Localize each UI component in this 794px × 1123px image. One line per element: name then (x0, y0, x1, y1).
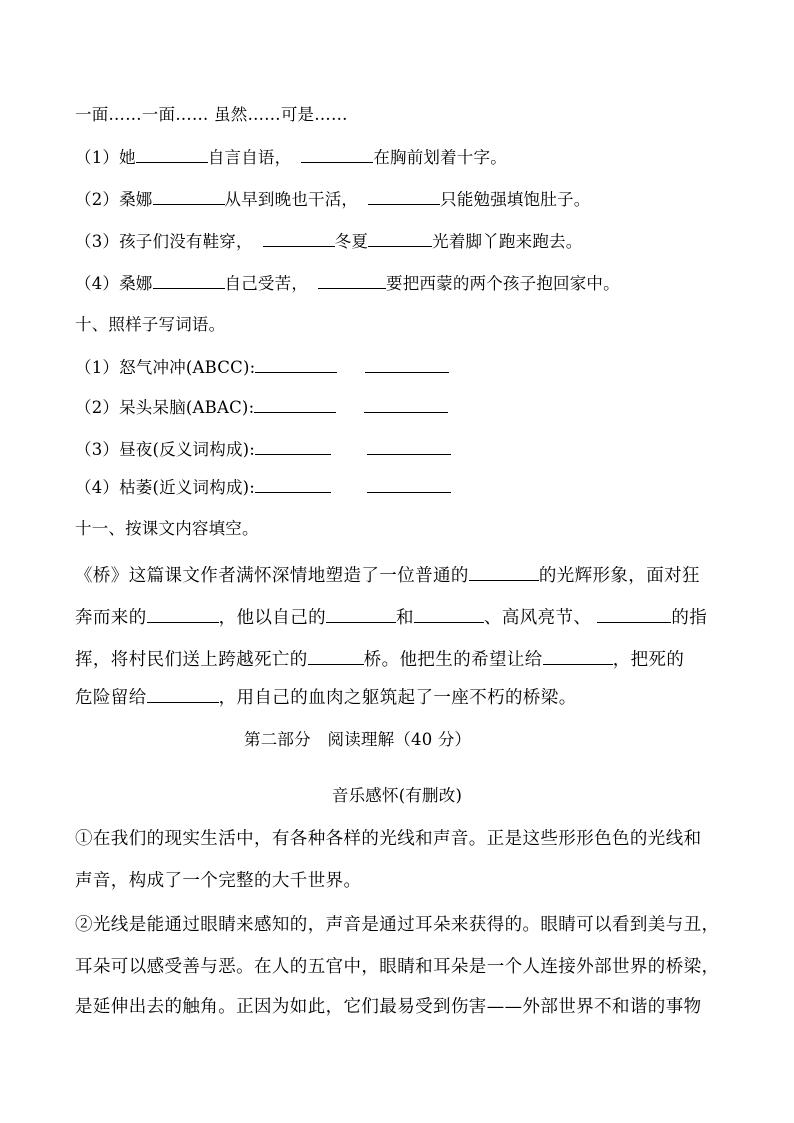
item-number: （1） (75, 358, 120, 377)
passage-text: 《桥》这篇课文作者满怀深情地塑造了一位普通的 (75, 566, 469, 586)
answer-blank[interactable] (153, 272, 225, 289)
answer-blank[interactable] (318, 272, 386, 289)
q11-line-1 (75, 564, 700, 587)
passage-text: 、高风亮节、 (483, 608, 592, 628)
passage-text: ，用自己的血肉之躯筑起了一座不朽的桥梁。 (218, 688, 577, 708)
answer-blank[interactable] (367, 438, 451, 455)
item-text: 冬夏 (334, 232, 369, 251)
item-text: 她 (119, 148, 136, 167)
answer-blank[interactable] (147, 686, 219, 703)
answer-blank[interactable] (597, 606, 671, 623)
item-number: （4） (75, 274, 120, 293)
item-number: （1） (75, 148, 120, 167)
passage-text: 危险留给 (75, 688, 147, 708)
item-text: 昼夜(反义词构成): (119, 440, 256, 459)
item-number: （2） (75, 398, 120, 417)
q10-item-2 (75, 396, 448, 419)
passage-text: 挥，将村民们送上跨越死亡的 (75, 650, 308, 670)
paragraph-2-line-2: 耳朵可以感受善与恶。在人的五官中，眼睛和耳朵是一个人连接外部世界的桥梁， (75, 957, 720, 977)
item-text: 孩子们没有鞋穿， (119, 232, 253, 251)
q11-line-3 (75, 648, 684, 671)
q9-item-1 (75, 146, 507, 169)
answer-blank[interactable] (368, 230, 432, 247)
passage-text: 的光辉形象，面对狂 (538, 566, 700, 586)
paragraph-1-line-1: ①在我们的现实生活中，有各种各样的光线和声音。正是这些形形色色的光线和 (75, 829, 702, 849)
answer-blank[interactable] (301, 146, 373, 163)
passage-text: 和 (396, 608, 414, 628)
q10-title: 十、照样子写词语。 (75, 315, 226, 334)
answer-blank[interactable] (255, 476, 331, 493)
item-text: 只能勉强填饱肚子。 (440, 190, 591, 209)
answer-blank[interactable] (254, 396, 336, 413)
answer-blank[interactable] (365, 356, 449, 373)
paragraph-1-line-2: 声音，构成了一个完整的大千世界。 (75, 871, 362, 891)
item-number: （3） (75, 232, 120, 251)
q10-item-4 (75, 476, 451, 499)
q9-item-3 (75, 230, 582, 253)
q11-line-4 (75, 686, 577, 709)
item-text: 怒气冲冲(ABCC): (119, 358, 256, 377)
item-number: （3） (75, 440, 120, 459)
answer-blank[interactable] (255, 356, 337, 373)
item-text: 要把西蒙的两个孩子抱回家中。 (386, 274, 620, 293)
q9-item-2 (75, 188, 590, 211)
q11-line-2 (75, 606, 707, 629)
item-text: 呆头呆脑(ABAC): (119, 398, 255, 417)
q9-item-4 (75, 272, 620, 295)
article-title: 音乐感怀(有删改) (331, 786, 463, 805)
passage-text: ，他以自己的 (218, 608, 327, 628)
answer-blank[interactable] (367, 476, 451, 493)
answer-blank[interactable] (543, 648, 613, 665)
answer-blank[interactable] (147, 606, 219, 623)
item-text: 枯萎(近义词构成): (119, 478, 256, 497)
paragraph-2-line-1: ②光线是能通过眼睛来感知的，声音是通过耳朵来获得的。眼睛可以看到美与丑， (75, 915, 720, 935)
item-text: 在胸前划着十字。 (373, 148, 507, 167)
item-text: 光着脚丫跑来跑去。 (432, 232, 583, 251)
passage-text: 桥。他把生的希望让给 (363, 650, 543, 670)
item-text: 桑娜 (119, 274, 153, 293)
passage-text: 的指 (671, 608, 708, 628)
item-text: 自己受苦， (224, 274, 309, 293)
q10-item-1 (75, 356, 449, 379)
answer-blank[interactable] (255, 438, 331, 455)
item-text: 桑娜 (119, 190, 153, 209)
answer-blank[interactable] (364, 396, 448, 413)
passage-text: ，把死的 (612, 650, 685, 670)
q9-options: 一面……一面…… 虽然……可是…… (75, 105, 348, 124)
item-text: 从早到晚也干活， (224, 190, 359, 209)
q10-item-3 (75, 438, 451, 461)
answer-blank[interactable] (153, 188, 225, 205)
part2-heading: 第二部分 阅读理解（40 分） (244, 730, 472, 749)
answer-blank[interactable] (136, 146, 208, 163)
answer-blank[interactable] (263, 230, 335, 247)
item-number: （2） (75, 190, 120, 209)
paragraph-2-line-3: 是延伸出去的触角。正因为如此，它们最易受到伤害——外部世界不和谐的事物 (75, 997, 702, 1017)
answer-blank[interactable] (469, 564, 539, 581)
q11-title: 十一、按课文内容填空。 (75, 519, 259, 538)
answer-blank[interactable] (368, 188, 440, 205)
item-text: 自言自语， (207, 148, 292, 167)
answer-blank[interactable] (326, 606, 396, 623)
passage-text: 奔而来的 (75, 608, 147, 628)
answer-blank[interactable] (414, 606, 484, 623)
answer-blank[interactable] (308, 648, 364, 665)
item-number: （4） (75, 478, 120, 497)
